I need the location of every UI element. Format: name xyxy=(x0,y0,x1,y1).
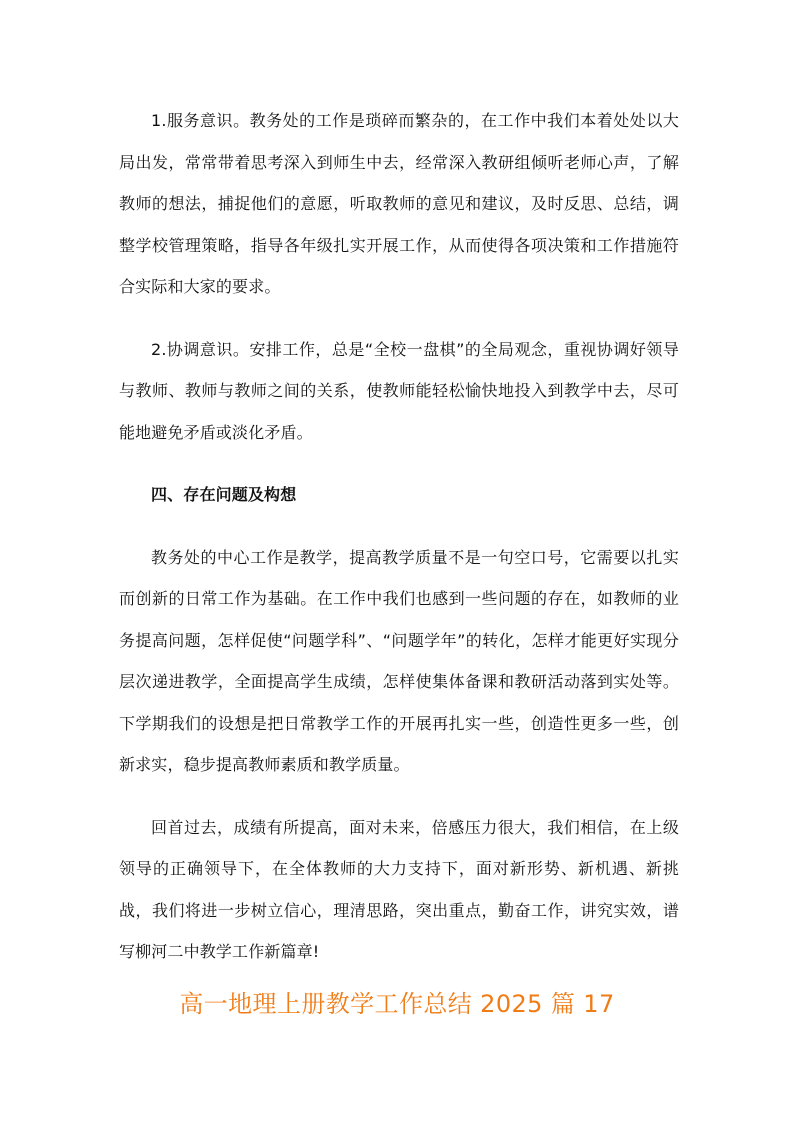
paragraph-coordination-awareness: 2.协调意识。安排工作，总是“全校一盘棋”的全局观念，重视协调好领导与教师、教师与教师之间的关系，使教师能轻松愉快地投入到教学中去，尽可能地避免矛盾或淡化矛盾。 xyxy=(119,339,679,442)
section-heading-problems-and-plans: 四、存在问题及构想 xyxy=(151,485,297,504)
document-body xyxy=(119,100,679,973)
paragraph-teaching-center: 教务处的中心工作是教学，提高教学质量不是一句空口号，它需要以扎实而创新的日常工作为基础。在工作中我们也感到一些问题的存在，如教师的业务提高问题，怎样促使“问题学科”、“问题学年”的转化，怎样才能更好实现分层次递进教学，全面提高学生成绩，怎样使集体备课和教研活动落到实处等。下学期我们的设想是把日常教学工作的开展再扎实一些，创造性更多一些，创新求实，稳步提高教师素质和教学质量。 xyxy=(119,547,679,774)
paragraph-service-awareness: 1.服务意识。教务处的工作是琐碎而繁杂的，在工作中我们本着处处以大局出发，常常带着思考深入到师生中去，经常深入教研组倾听老师心声，了解教师的想法，捕捉他们的意愿，听取教师的意见和建议，及时反思、总结，调整学校管理策略，指导各年级扎实开展工作，从而使得各项决策和工作措施符合实际和大家的要求。 xyxy=(119,111,679,296)
paragraph-closing-outlook: 回首过去，成绩有所提高，面对未来，倍感压力很大，我们相信，在上级领导的正确领导下，在全体教师的大力支持下，面对新形势、新机遇、新挑战，我们将进一步树立信心，理清思路，突出重点，勤奋工作，讲究实效，谱写柳河二中教学工作新篇章! xyxy=(119,817,679,961)
next-article-title: 高一地理上册教学工作总结 2025 篇 17 xyxy=(179,990,615,1018)
